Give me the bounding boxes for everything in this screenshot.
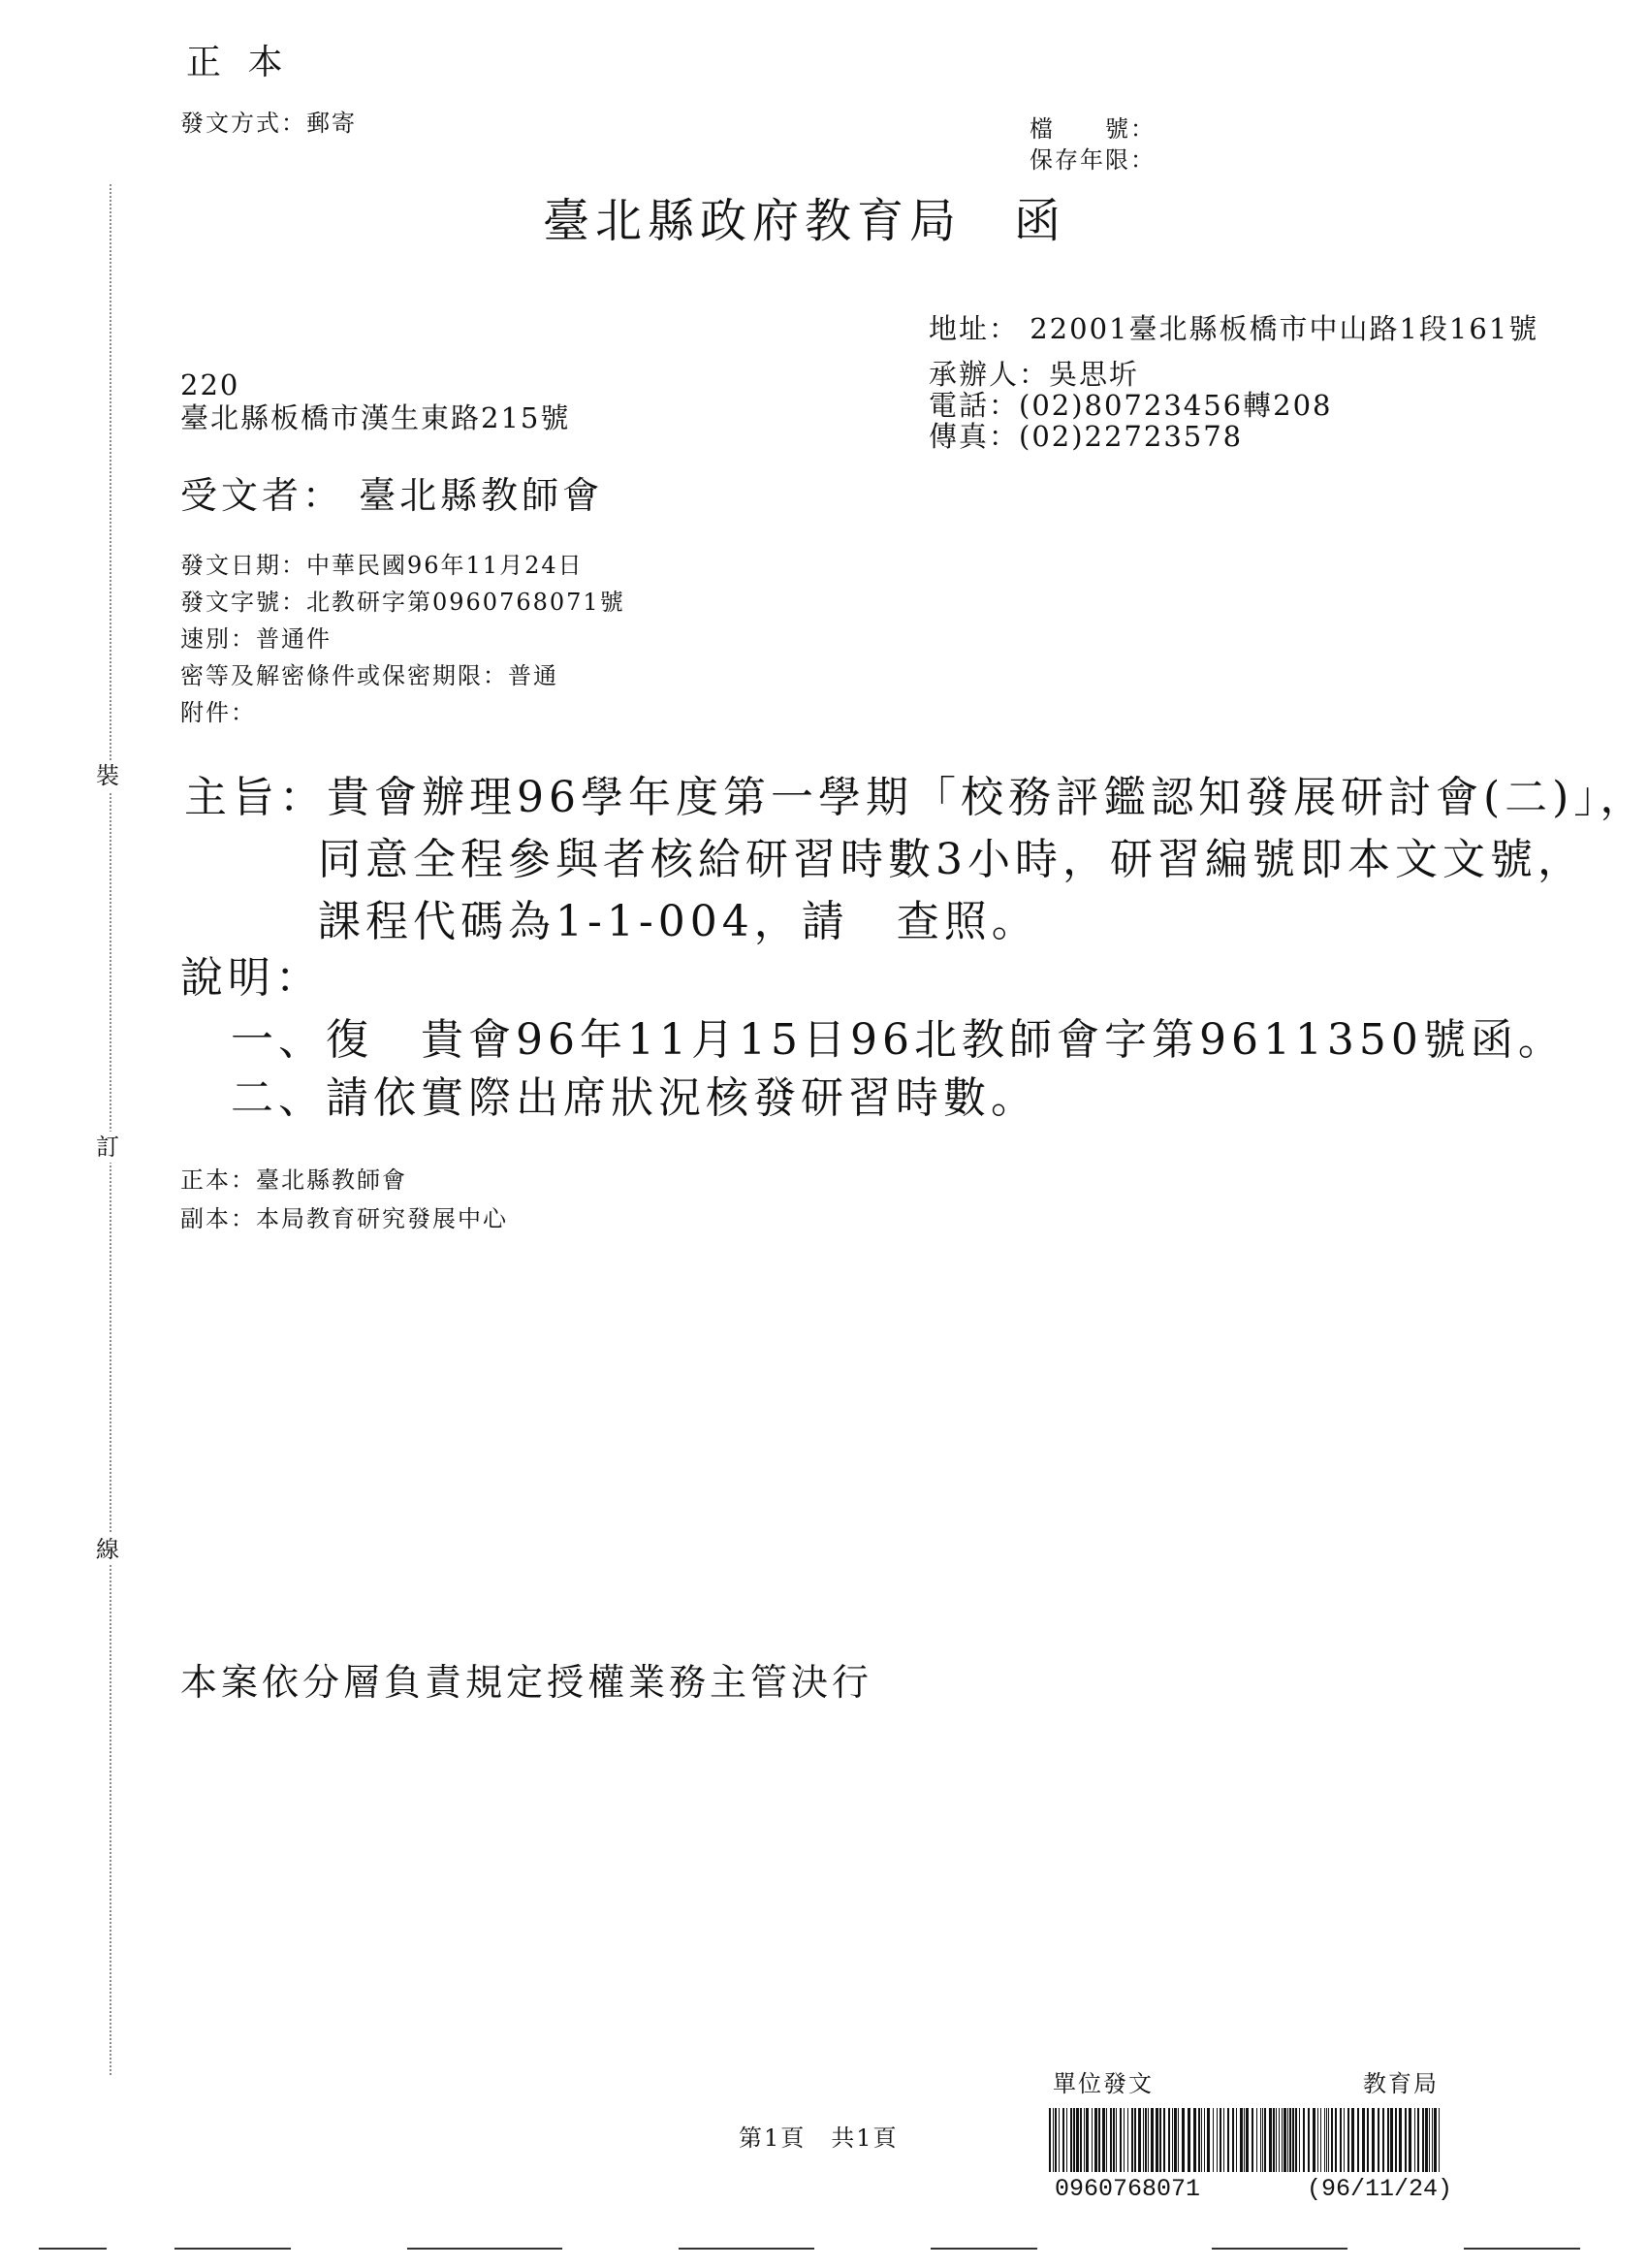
barcode-label-left: 單位發文 xyxy=(1053,2070,1154,2097)
subject-line-1: 主旨：貴會辦理96學年度第一學期「校務評鑑認知發展研討會(二)」， xyxy=(184,773,1648,822)
distribution-copy: 副本：本局教育研究發展中心 xyxy=(180,1205,508,1232)
binding-mark-ding: 訂 xyxy=(96,1134,119,1161)
fax-number: 傳真：(02)22723578 xyxy=(929,420,1244,453)
page-edge-dash xyxy=(679,2248,814,2250)
security-level: 密等及解密條件或保密期限：普通 xyxy=(180,662,558,689)
send-method: 發文方式：郵寄 xyxy=(180,110,357,137)
barcode-block xyxy=(1047,2065,1454,2211)
barcode-date: (96/11/24) xyxy=(1307,2175,1453,2203)
explanation-item: 二、請依實際出席狀況核發研習時數。 xyxy=(231,1073,1038,1123)
explanation-item: 一、復 貴會96年11月15日96北教師會字第9611350號函。 xyxy=(231,1015,1566,1065)
sender-address: 地址： 22001臺北縣板橋市中山路1段161號 xyxy=(929,312,1539,345)
page-number: 第1頁 共1頁 xyxy=(739,2124,899,2152)
file-number-label: 檔 號： xyxy=(1030,115,1156,143)
distribution-original: 正本：臺北縣教師會 xyxy=(180,1166,407,1194)
attachment: 附件： xyxy=(180,699,256,726)
reference-number: 發文字號：北教研字第0960768071號 xyxy=(180,589,625,616)
page-edge-dash xyxy=(1464,2248,1580,2250)
handler-name: 承辦人：吳思圻 xyxy=(929,358,1140,391)
page-edge-dash xyxy=(1212,2248,1347,2250)
page-edge-dash xyxy=(931,2248,1037,2250)
binding-mark-zhuang: 裝 xyxy=(96,762,119,789)
recipient: 受文者： 臺北縣教師會 xyxy=(180,474,604,517)
delivery-speed: 速別：普通件 xyxy=(180,625,332,653)
page-edge-dash xyxy=(174,2248,291,2250)
authorization-statement: 本案依分層負責規定授權業務主管決行 xyxy=(180,1661,873,1704)
recipient-postal-code: 220 xyxy=(180,368,240,401)
barcode-number: 0960768071 xyxy=(1055,2175,1201,2203)
subject-line-2: 同意全程參與者核給研習時數3小時，研習編號即本文文號， xyxy=(318,835,1585,884)
binding-mark-xian: 線 xyxy=(96,1536,119,1563)
explanation-heading: 說明： xyxy=(180,953,323,1003)
phone-number: 電話：(02)80723456轉208 xyxy=(929,389,1333,422)
retention-label: 保存年限： xyxy=(1030,146,1156,174)
binding-line xyxy=(110,184,111,2075)
page-edge-dash xyxy=(39,2248,107,2250)
original-copy-stamp: 正 本 xyxy=(186,43,291,82)
page-edge-dash xyxy=(407,2248,562,2250)
issue-date: 發文日期：中華民國96年11月24日 xyxy=(180,552,584,579)
barcode-icon xyxy=(1047,2108,1446,2172)
recipient-street: 臺北縣板橋市漢生東路215號 xyxy=(180,401,571,434)
subject-line-3: 課程代碼為1-1-004，請 查照。 xyxy=(318,897,1039,946)
document-title: 臺北縣政府教育局 函 xyxy=(543,194,1067,248)
barcode-label-right: 教育局 xyxy=(1363,2070,1439,2097)
